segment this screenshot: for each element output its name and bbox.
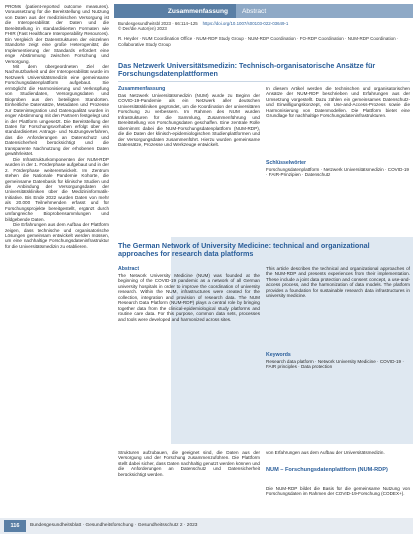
page-number: 116 xyxy=(4,520,26,532)
article-meta xyxy=(118,21,408,47)
left-paragraph-3: Die Infrastrukturkomponenten der NUM-RDP wurden in der 1. Förderphase aufgebaut und in der 2. Förderphase weiterentwickelt. Im Zentrum stehen die Nationale Pandemie Kohorte, die gemeinsame Datenbasis für klinische Studien und die Anbindung der Versorgungsdaten der Universitätskliniken über die Medizininformatik-Initiative. Bis Ende 2022 wurden Daten von mehr als 20.000 Teilnehmenden erfasst und für Forschungsprojekte bereitgestellt, ergänzt durch umfangreiche Bioprobensammlungen und bildgebende Daten. xyxy=(5,156,109,222)
left-paragraph-4: Die Erfahrungen aus dem Aufbau der Plattform zeigen, dass technische und organisatorische Lösungen gemeinsam entwickelt werden müssen, um eine nachhaltige Forschungsdateninfrastruktur für die Universitätsmedizin zu etablieren. xyxy=(5,222,109,249)
left-paragraph-1: PROMs (patient-reported outcome measures). Voraussetzung für die Bereitstellung und Nutzung von Daten aus der medizinischen Versorgung ist die Interoperabilität der Daten und die Bereitstellung in standardisierten Formaten wie FHIR (Fast Healthcare Interoperability Resources). Ein Vergleich der Datenstrukturen der einzelnen Standorte zeigt eine große Heterogenität; die Implementierung der Standards erfordert eine enge Abstimmung zwischen Forschung und Versorgung. xyxy=(5,4,109,64)
german-keywords: Forschungsdatenplattform · Netzwerk Universitätsmedizin · COVID-19 · FAIR-Prinzipien · Datenschutz xyxy=(266,167,409,178)
left-paragraph-2: Mit dem übergeordneten Ziel der Nachnutzbarkeit und der Interoperabilität wurde im Netzwerk Universitätsmedizin eine gemeinsame Forschungsdatenplattform aufgebaut. Sie ermöglicht die Harmonisierung und Verknüpfung von Studiendaten, Versorgungsdaten und Bioproben aus den beteiligten Standorten. Einheitliche Datensätze, Metadaten und Prozesse zur Datenintegration und Datenqualität wurden in enger Abstimmung mit den Partnern festgelegt und in der Plattform umgesetzt. Die Bereitstellung der Daten für Forschungsvorhaben erfolgt über ein standardisiertes Antrags- und Nutzungsverfahren, das die Anforderungen an Datenschutz und Datensicherheit berücksichtigt und die transparente Nachnutzung der erhobenen Daten gewährleistet. xyxy=(5,63,109,157)
author-list: R. Heyder · NUM Coordination Office · NUM-RDP Study Group · NUM-RDP Coordination · FO-RDP Coordination · NUM-RDP Coordination · Collaborative Study Group xyxy=(118,36,399,47)
doi-link[interactable]: https://doi.org/10.1007/s00103-022-03649-1 xyxy=(202,21,289,26)
running-title: Bundesgesundheitsblatt · Gesundheitsforschung · Gesundheitsschutz 2 · 2023 xyxy=(30,523,198,528)
body-column-right: Die NUM-RDP bildet die Basis für die gemeinsame Nutzung von Forschungsdaten im Rahmen der COVID-19-Forschung (CODEX+). xyxy=(266,486,410,497)
journal-citation: Bundesgesundheitsbl 2023 · 66:114–125 xyxy=(118,21,198,26)
abstract-column-1: The Network University Medicine (NUM) was founded at the beginning of the COVID-19 pandemic as a network of all German university hospitals in order to improve the coordination of university research. Within the NUM, infrastructures were created for the collection, integration and provision of research data. The NUM Research Data Platform (NUM-RDP) plays a central role by bringing together data from the clinical-epidemiological study platforms and routine care data. For this purpose, common data sets, processes and tools were developed and harmonized across sites. xyxy=(118,273,260,322)
copyright-line: © Der/die Autor(en) 2023 xyxy=(118,26,167,32)
section-subheading: NUM – Forschungsdatenplattform (NUM-RDP) xyxy=(266,467,388,473)
left-column xyxy=(5,4,109,516)
english-keywords-heading: Keywords xyxy=(266,352,291,358)
summary-heading: Zusammenfassung xyxy=(118,86,166,92)
title-divider xyxy=(118,81,410,82)
summary-column-2: In diesem Artikel werden die technischen und organisatorischen Ansätze der NUM-RDP beschrieben und Erfahrungen aus der Umsetzung vorgestellt. Dazu zählen ein gemeinsames Datenschutz- und Einwilligungskonzept, ein Use-and-Access-Prozess sowie die Harmonisierung von Datenmodellen. Die Plattform bietet eine Grundlage für nachhaltige Forschungsdateninfrastrukturen. xyxy=(266,86,410,119)
abstract-column-2: This article describes the technical and organizational approaches of the NUM-RDP and presents experiences from their implementation. These include a joint data protection and consent concept, a use-and-access process, and the harmonization of data models. The platform provides a foundation for sustainable research data infrastructures in university medicine. xyxy=(266,266,410,299)
german-keywords-heading: Schlüsselwörter xyxy=(266,160,307,166)
summary-column-1: Das Netzwerk Universitätsmedizin (NUM) wurde zu Beginn der COVID-19-Pandemie als ein Netzwerk aller deutschen Universitätskliniken gegründet, um die Koordination der universitären Forschung zu verbessern. Im Rahmen des NUM wurden Infrastrukturen für die Sammlung, Zusammenführung und Bereitstellung von Forschungsdaten geschaffen. Eine zentrale Rolle übernimmt dabei die NUM-Forschungsdatenplattform (NUM-RDP), die die Daten der klinisch-epidemiologischen Studienplattformen und der Versorgungsdaten zusammenführt. Hierzu wurden gemeinsame Datensätze, Prozesse und Werkzeuge entwickelt. xyxy=(118,93,260,148)
section-header xyxy=(114,4,413,18)
abstract-heading: Abstract xyxy=(118,266,140,272)
english-title: The German Network of University Medicine: technical and organizational approaches for research data platforms xyxy=(118,241,370,259)
body-column-middle: Strukturen aufzubauen, die geeignet sind, die Daten aus der Versorgung und der Forschung zusammenzuführen. Die Plattform stellt dabei sicher, dass Daten nachhaltig genutzt werden können und die Anforderungen an Datenschutz und Datensicherheit berücksichtigt werden. xyxy=(118,450,260,477)
abstract-tab-label: Abstract xyxy=(236,4,413,18)
german-title: Das Netzwerk Universitätsmedizin: Technisch-organisatorische Ansätze für Forschungsdatenplattformen xyxy=(118,61,376,79)
body-column-right-intro: von Erfahrungen aus dem Aufbau der Universitätsmedizin. xyxy=(266,450,385,455)
english-keywords: Research data platform · Network University Medicine · COVID-19 · FAIR principles · Data protection xyxy=(266,359,404,370)
summary-tab-label: Zusammenfassung xyxy=(114,4,236,18)
